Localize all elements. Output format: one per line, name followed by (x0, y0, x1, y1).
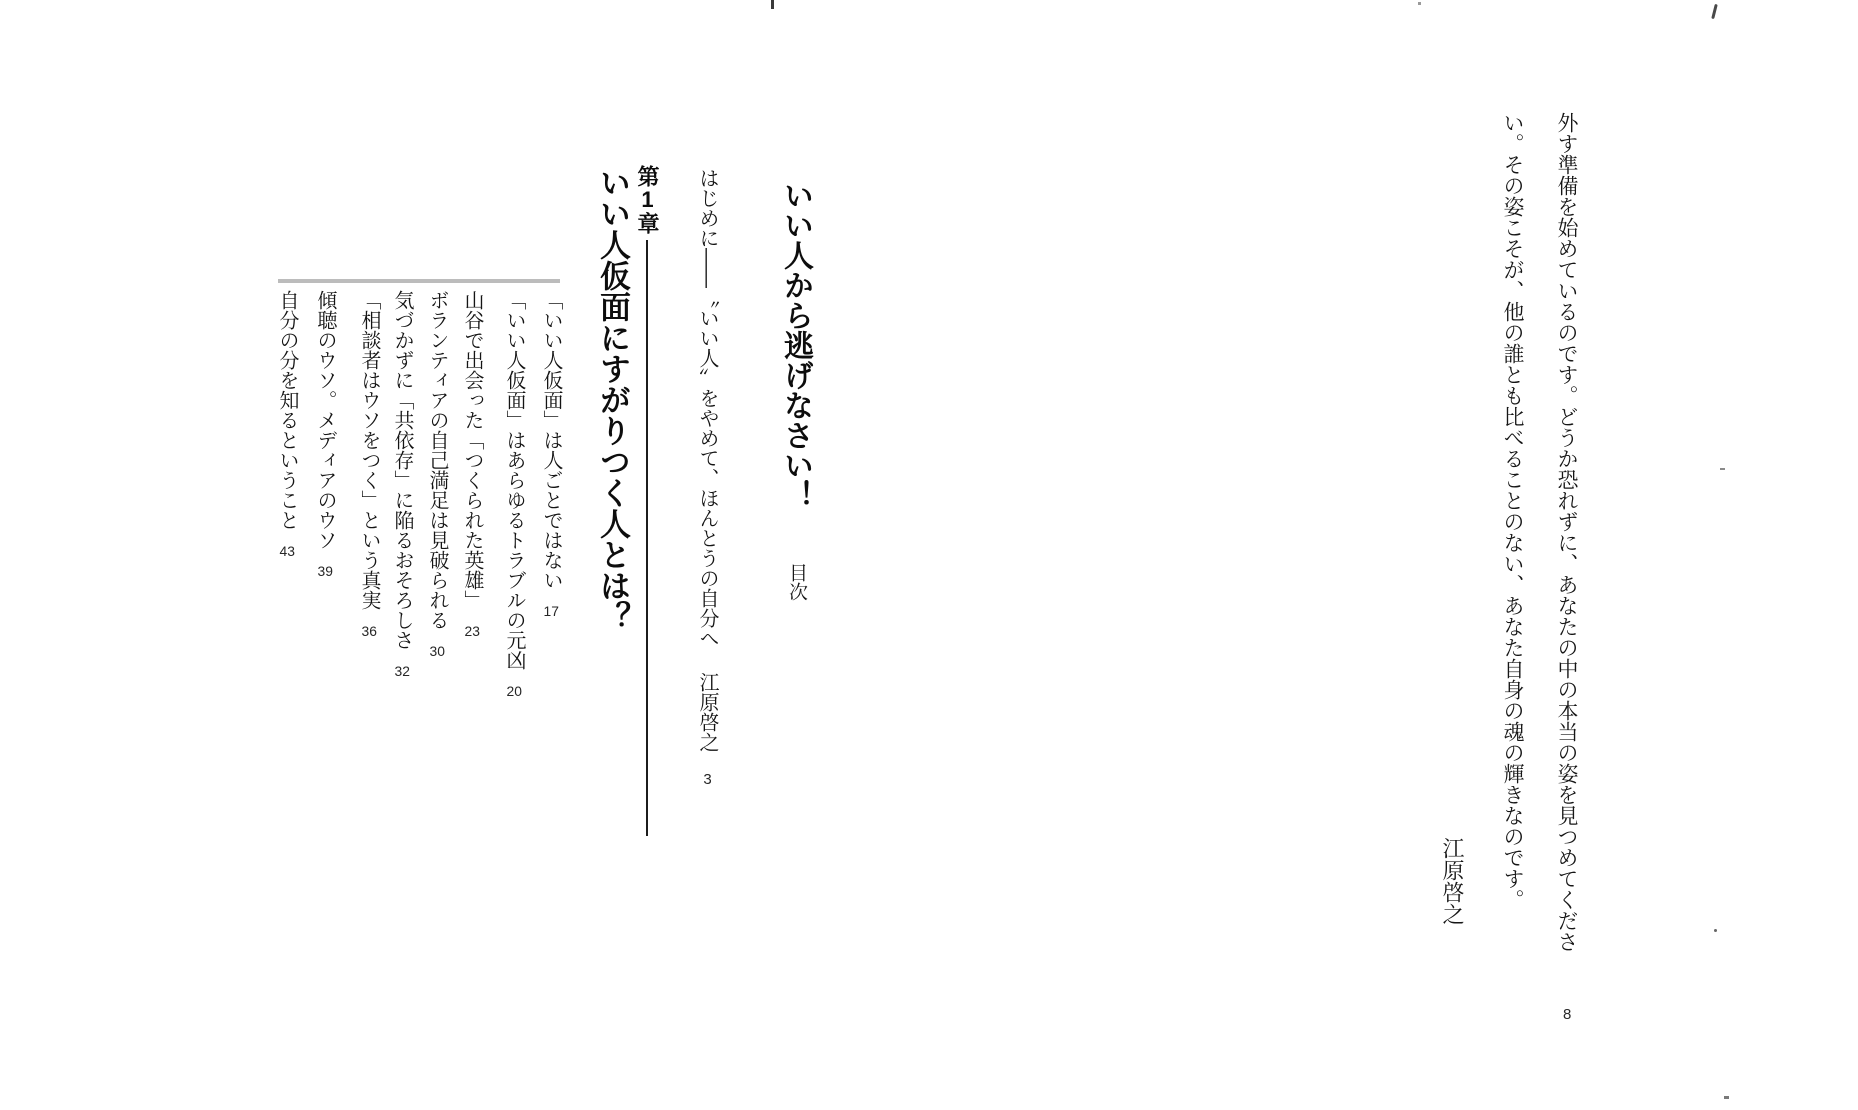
preface-toc-title: はじめに——〝いい人〟をやめて、ほんとうの自分へ (696, 168, 718, 648)
toc-entry-title: 傾聴のウソ。メディアのウソ (314, 290, 336, 550)
toc-entry (462, 290, 482, 638)
page-number: 8 (1563, 1006, 1572, 1023)
book-title: いい人から逃げなさい！ (779, 180, 812, 510)
toc-entry-page-number: 23 (464, 624, 480, 638)
preface-toc-page-number: 3 (703, 772, 712, 787)
toc-entry-title: 「いい人仮面」はあらゆるトラブルの元凶 (503, 290, 525, 670)
toc-entry-page-number: 20 (506, 684, 522, 698)
scan-speck (1724, 1096, 1729, 1099)
toc-entry (277, 290, 297, 558)
preface-body-line: 外す準備を始めているのです。どうか恐れずに、あなたの中の本当の姿を見つめてくださ (1555, 112, 1579, 952)
toc-entry-title: 自分の分を知るということ (276, 290, 298, 530)
toc-entry-title: 「相談者はウソをつく」という真実 (358, 290, 380, 610)
toc-entry-page-number: 30 (429, 644, 445, 658)
scan-speck (1418, 2, 1421, 5)
scan-speck (771, 0, 774, 9)
toc-entry (359, 290, 379, 638)
toc-entry (504, 290, 524, 698)
author-signature: 江原啓之 (1440, 837, 1465, 925)
preface-toc-entry (697, 168, 717, 787)
toc-entry-page-number: 17 (543, 604, 559, 618)
toc-entry (315, 290, 335, 578)
scan-speck (1711, 4, 1718, 19)
toc-entry-title: 山谷で出会った「つくられた英雄」 (461, 290, 483, 610)
toc-label: 目次 (786, 563, 807, 601)
toc-entry-page-number: 43 (279, 544, 295, 558)
scan-speck (1720, 468, 1725, 470)
chapter-number-label: 第1章 (635, 165, 660, 234)
toc-entry (427, 290, 447, 658)
toc-entry-page-number: 39 (317, 564, 333, 578)
scan-speck (1714, 929, 1717, 932)
toc-entry-page-number: 36 (361, 624, 377, 638)
preface-body-line: い。その姿こそが、他の誰とも比べることのない、あなた自身の魂の輝きなのです。 (1501, 112, 1525, 910)
chapter-rule (646, 240, 648, 836)
toc-entry-title: ボランティアの自己満足は見破られる (426, 290, 448, 630)
toc-entry (392, 290, 412, 678)
chapter-title: いい人仮面にすがりつく人とは？ (595, 167, 630, 632)
toc-divider-bar (278, 279, 560, 283)
toc-entry (541, 290, 561, 618)
toc-entry-page-number: 32 (394, 664, 410, 678)
toc-entry-title: 「いい人仮面」は人ごとではない (540, 290, 562, 590)
toc-entry-title: 気づかずに「共依存」に陥るおそろしさ (391, 290, 413, 650)
preface-toc-author: 江原啓之 (696, 672, 718, 752)
